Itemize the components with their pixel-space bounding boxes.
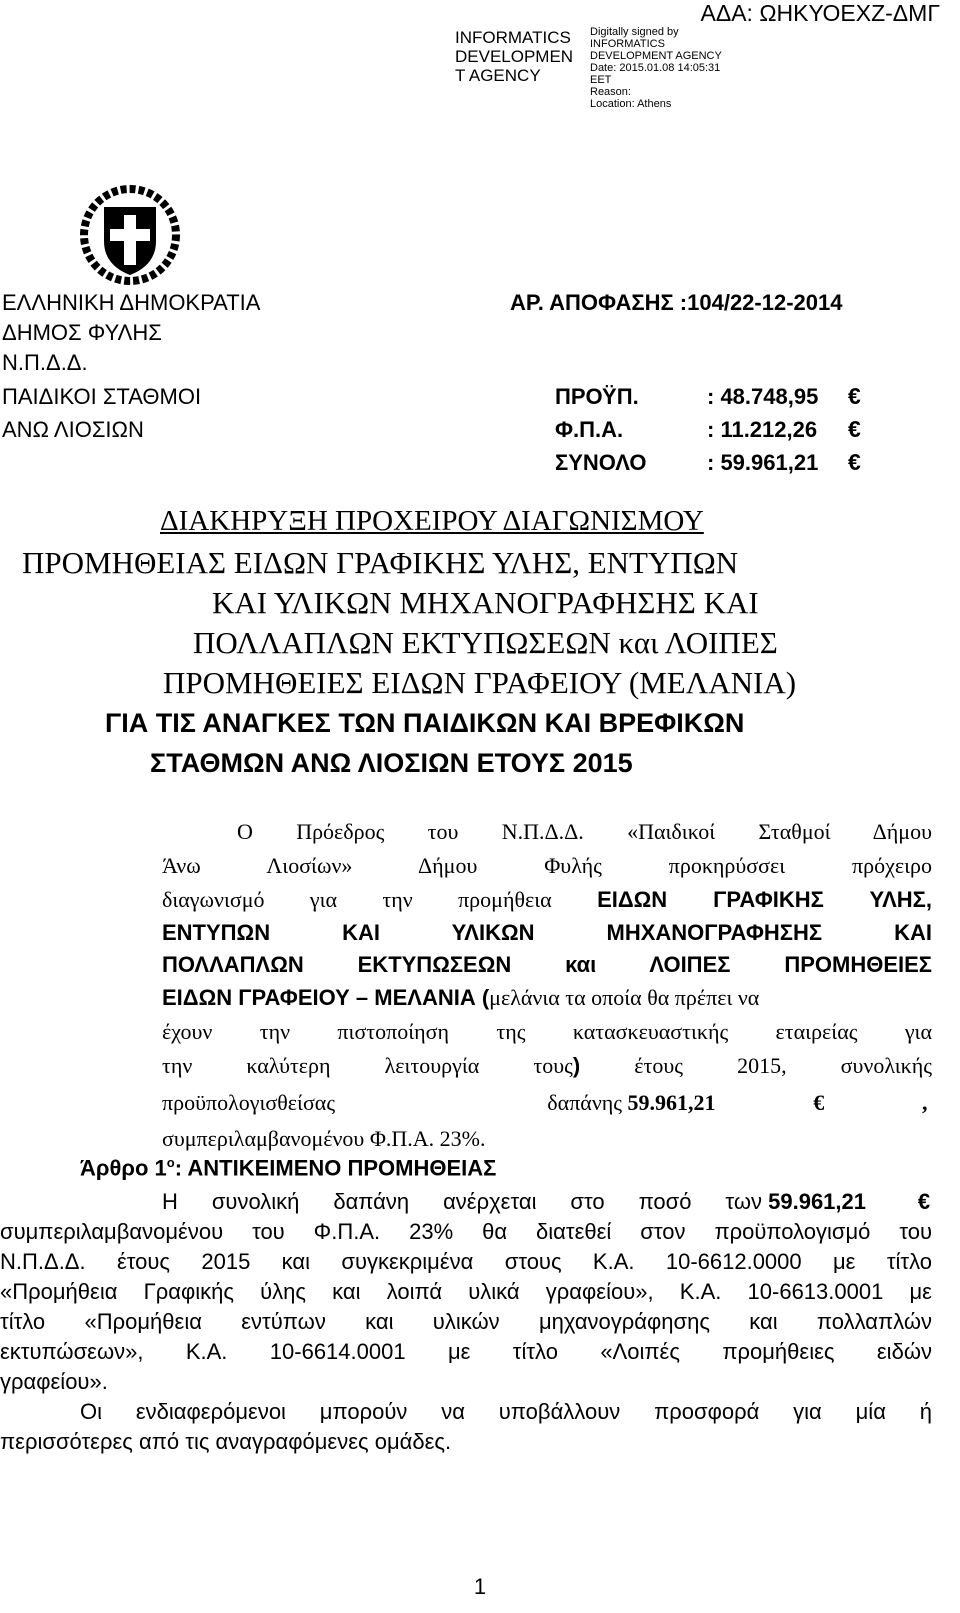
article-heading-text: Άρθρο 1 <box>80 1155 167 1181</box>
amount-value: : 11.212,26 <box>707 417 818 442</box>
euro-icon: € <box>848 416 861 442</box>
article-line <box>162 1187 932 1217</box>
intro-bold-text: ΕΙΔΩΝ ΓΡΑΦΕΙΟΥ – ΜΕΛΑΝΙΑ ( <box>162 985 490 1010</box>
amount-value: : 48.748,95 <box>707 384 819 409</box>
article-line: εκτυπώσεων», Κ.Α. 10-6614.0001 με τίτλο «Λοιπές προμήθειες ειδών <box>0 1339 932 1364</box>
article-line: τίτλο «Προμήθεια εντύπων και υλικών μηχανογράφησης και πολλαπλών <box>0 1309 932 1334</box>
header-line: Ν.Π.Δ.Δ. <box>2 350 88 375</box>
signature-details <box>590 26 722 110</box>
header-line: ΔΗΜΟΣ ΦΥΛΗΣ <box>2 320 162 345</box>
article-line: «Προμήθεια Γραφικής ύλης και λοιπά υλικά γραφείου», Κ.Α. 10-6613.0001 με <box>0 1279 932 1304</box>
amount-label: Φ.Π.Α. <box>555 417 624 442</box>
ada-code: ΑΔΑ: ΩΗΚΥΟΕΧΖ-ΔΜΓ <box>700 0 940 26</box>
intro-bold-text: ΕΙΔΩΝ ΓΡΑΦΙΚΗΣ ΥΛΗΣ, <box>597 887 932 912</box>
intro-text: έτους 2015, συνολικής <box>580 1053 932 1078</box>
signature-org-line: INFORMATICS <box>455 28 571 47</box>
article-heading-superscript: ο <box>166 1155 175 1170</box>
euro-icon: € <box>848 449 861 475</box>
signature-meta-line: DEVELOPMENT AGENCY <box>590 50 722 62</box>
decision-number: ΑΡ. ΑΠΟΦΑΣΗΣ :104/22-12-2014 <box>510 290 843 315</box>
signature-meta-line: INFORMATICS <box>590 38 665 50</box>
header-line: ΠΑΙΔΙΚΟΙ ΣΤΑΘΜΟΙ <box>2 384 202 409</box>
amount-label: ΠΡΟΫΠ. <box>555 384 639 409</box>
intro-text: την καλύτερη λειτουργία τους <box>162 1053 573 1078</box>
intro-line <box>162 983 932 1013</box>
signature-org-line: DEVELOPMEN <box>455 47 574 66</box>
article-line: συμπεριλαμβανομένου του Φ.Π.Α. 23% θα διατεθεί στον προϋπολογισμό του <box>0 1219 932 1244</box>
euro-icon: € <box>848 383 861 409</box>
document-title-line: ΣΤΑΘΜΩΝ ΑΝΩ ΛΙΟΣΙΩΝ ΕΤΟΥΣ 2015 <box>150 748 633 778</box>
intro-text: μελάνια τα οποία θα πρέπει να <box>489 985 760 1010</box>
signature-meta-line: Reason: <box>590 86 631 98</box>
total-amount: 59.961,21 € , <box>627 1090 928 1115</box>
article-line: Ν.Π.Δ.Δ. έτους 2015 και συγκεκριμένα στους Κ.Α. 10-6612.0000 με τίτλο <box>0 1249 932 1274</box>
signature-meta-line: Date: 2015.01.08 14:05:31 <box>590 62 721 74</box>
header-line: ΕΛΛΗΝΙΚΗ ΔΗΜΟΚΡΑΤΙΑ <box>2 290 261 315</box>
article-line: περισσότερες από τις αναγραφόμενες ομάδες. <box>0 1429 452 1454</box>
intro-line: έχουν την πιστοποίηση της κατασκευαστικής εταιρείας για <box>162 1019 932 1044</box>
intro-text: διαγωνισμό για την προμήθεια <box>162 887 552 912</box>
signature-org-line: T AGENCY <box>455 66 541 85</box>
signature-organization <box>455 28 573 85</box>
amount-label: ΣΥΝΟΛΟ <box>555 450 647 475</box>
intro-line: Άνω Λιοσίων» Δήμου Φυλής προκηρύσσει πρόχειρο <box>162 853 932 878</box>
document-title-line: ΠΡΟΜΗΘΕΙΕΣ ΕΙΔΩΝ ΓΡΑΦΕΙΟΥ (ΜΕΛΑΝΙΑ) <box>163 665 797 700</box>
document-title-line: ΔΙΑΚΗΡΥΞΗ ΠΡΟΧΕΙΡΟΥ ΔΙΑΓΩΝΙΣΜΟΥ <box>160 505 704 537</box>
greek-coat-of-arms-icon <box>80 185 180 285</box>
intro-line: ΠΟΛΛΑΠΛΩΝ ΕΚΤΥΠΩΣΕΩΝ και ΛΟΙΠΕΣ ΠΡΟΜΗΘΕΙΕΣ <box>162 952 932 977</box>
article-heading <box>80 1155 496 1181</box>
article-line: γραφείου». <box>0 1369 108 1394</box>
intro-text: προϋπολογισθείσας δαπάνης <box>162 1090 622 1115</box>
article-text: Η συνολική δαπάνη ανέρχεται στο ποσό των <box>162 1189 762 1214</box>
intro-line: Ο Πρόεδρος του Ν.Π.Δ.Δ. «Παιδικοί Σταθμοί Δήμου <box>237 819 932 844</box>
intro-line: ΕΝΤΥΠΩΝ ΚΑΙ ΥΛΙΚΩΝ ΜΗΧΑΝΟΓΡΑΦΗΣΗΣ ΚΑΙ <box>162 920 932 945</box>
article-line: Οι ενδιαφερόμενοι μπορούν να υποβάλλουν προσφορά για μία ή <box>80 1399 932 1424</box>
signature-meta-line: Digitally signed by <box>590 26 679 38</box>
signature-meta-line: EET <box>590 74 612 86</box>
header-line: ΑΝΩ ΛΙΟΣΙΩΝ <box>2 417 144 442</box>
amount-value: : 59.961,21 <box>707 450 819 475</box>
article-amount: 59.961,21 € <box>768 1189 931 1214</box>
article-heading-text: : ΑΝΤΙΚΕΙΜΕΝΟ ΠΡΟΜΗΘΕΙΑΣ <box>174 1155 497 1181</box>
signature-meta-line: Location: Athens <box>590 98 672 110</box>
document-title-line: ΠΡΟΜΗΘΕΙΑΣ ΕΙΔΩΝ ΓΡΑΦΙΚΗΣ ΥΛΗΣ, ΕΝΤΥΠΩΝ <box>22 545 739 580</box>
document-title-line: ΠΟΛΛΑΠΛΩΝ ΕΚΤΥΠΩΣΕΩΝ και ΛΟΙΠΕΣ <box>193 625 778 660</box>
document-title-line: ΓΙΑ ΤΙΣ ΑΝΑΓΚΕΣ ΤΩΝ ΠΑΙΔΙΚΩΝ ΚΑΙ ΒΡΕΦΙΚΩΝ <box>105 708 745 738</box>
page-number: 1 <box>473 1574 487 1599</box>
intro-bold-text: ) <box>572 1053 581 1078</box>
document-title-line: ΚΑΙ ΥΛΙΚΩΝ ΜΗΧΑΝΟΓΡΑΦΗΣΗΣ ΚΑΙ <box>212 585 759 620</box>
intro-line: συμπεριλαμβανομένου Φ.Π.Α. 23%. <box>162 1126 486 1151</box>
intro-line <box>162 1088 932 1118</box>
intro-line <box>162 885 932 915</box>
intro-line <box>162 1051 932 1081</box>
